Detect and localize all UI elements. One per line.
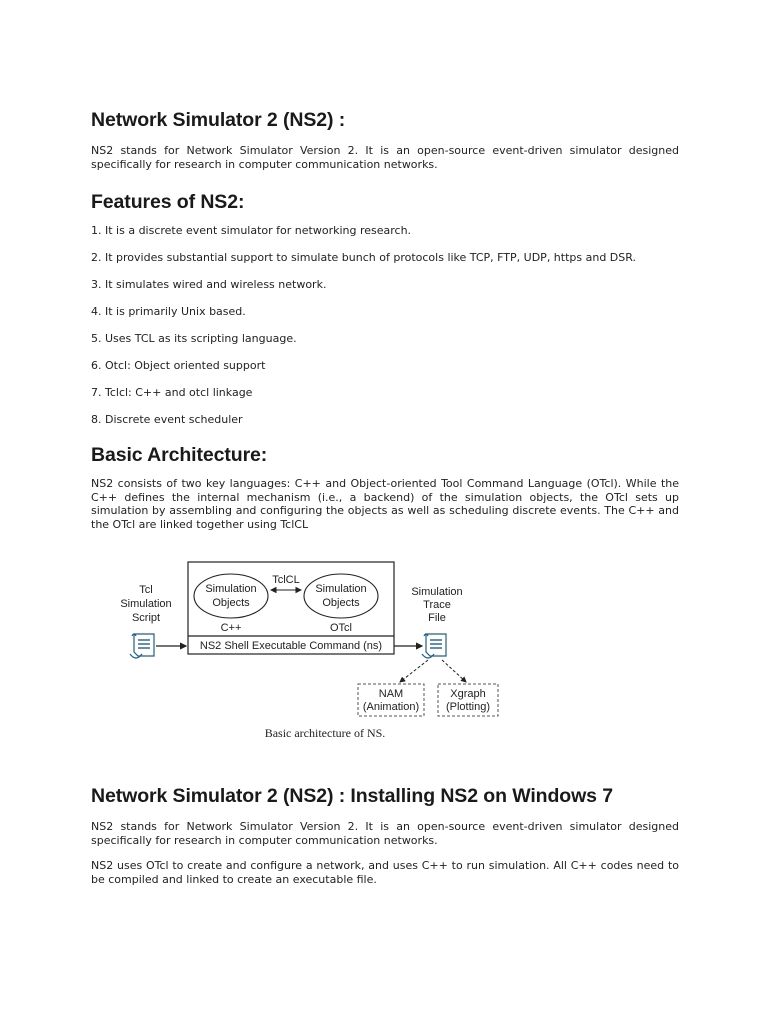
- otcl-label: OTcl: [330, 622, 352, 634]
- xgraph-line2: (Plotting): [445, 701, 491, 713]
- xgraph-line1: Xgraph: [450, 688, 486, 700]
- tcl-script-label-line1: Tcl: [139, 584, 153, 596]
- trace-file-line3: File: [428, 612, 446, 624]
- feature-item: 3. It simulates wired and wireless network.: [91, 278, 327, 291]
- ns2-intro-paragraph: NS2 stands for Network Simulator Version 2. It is an open-source event-driven simulator designed specifically for research in computer communication networks.: [91, 144, 679, 171]
- heading-installing-ns2: Network Simulator 2 (NS2) : Installing NS2 on Windows 7: [91, 785, 613, 807]
- architecture-svg: [110, 556, 510, 746]
- tclcl-label: TclCL: [272, 574, 300, 586]
- feature-item: 6. Otcl: Object oriented support: [91, 359, 266, 372]
- otcl-objects-line1: Simulation: [315, 583, 367, 595]
- ns2-shell-label: NS2 Shell Executable Command (ns): [199, 640, 383, 652]
- ns2-architecture-diagram: [110, 556, 510, 746]
- document-content-lower: [91, 782, 679, 886]
- trace-to-nam-arrow: [400, 660, 428, 682]
- feature-item: 2. It provides substantial support to simulate bunch of protocols like TCP, FTP, UDP, https and DSR.: [91, 251, 637, 264]
- trace-file-line2: Trace: [423, 599, 451, 611]
- features-list: [91, 224, 679, 426]
- heading-features: Features of NS2:: [91, 191, 245, 213]
- feature-item: 4. It is primarily Unix based.: [91, 305, 246, 318]
- architecture-paragraph: NS2 consists of two key languages: C++ and Object-oriented Tool Command Language (OTcl). While the C++ defines the internal mechanism (i.e., a backend) of the simulation objects, the OTcl sets up simulation by assembling and configuring the objects as well as scheduling discrete events. The C++ and the OTcl are linked together using TclCL: [91, 477, 679, 531]
- trace-file-document-icon: [422, 634, 446, 658]
- otcl-objects-line2: Objects: [322, 597, 360, 609]
- cpp-label: C++: [220, 622, 242, 634]
- installing-paragraph-1: NS2 stands for Network Simulator Version 2. It is an open-source event-driven simulator designed specifically for research in computer communication networks.: [91, 820, 679, 847]
- nam-line2: (Animation): [362, 701, 420, 713]
- trace-file-line1: Simulation: [411, 586, 463, 598]
- cpp-objects-line1: Simulation: [205, 583, 257, 595]
- otcl-objects-ellipse: [304, 574, 378, 618]
- installing-paragraph-2: NS2 uses OTcl to create and configure a network, and uses C++ to run simulation. All C++ codes need to be compiled and linked to create an executable file.: [91, 859, 679, 886]
- feature-item: 8. Discrete event scheduler: [91, 413, 243, 426]
- feature-item: 5. Uses TCL as its scripting language.: [91, 332, 297, 345]
- heading-basic-architecture: Basic Architecture:: [91, 444, 268, 466]
- cpp-objects-line2: Objects: [212, 597, 250, 609]
- heading-ns2-intro: Network Simulator 2 (NS2) :: [91, 109, 346, 131]
- document-content: [91, 106, 679, 531]
- tcl-script-document-icon: [130, 634, 154, 658]
- tcl-script-label-line3: Script: [131, 612, 161, 624]
- feature-item: 7. Tclcl: C++ and otcl linkage: [91, 386, 253, 399]
- nam-line1: NAM: [378, 688, 404, 700]
- feature-item: 1. It is a discrete event simulator for networking research.: [91, 224, 412, 237]
- trace-to-xgraph-arrow: [442, 660, 466, 682]
- diagram-caption: Basic architecture of NS.: [264, 726, 386, 740]
- cpp-objects-ellipse: [194, 574, 268, 618]
- tcl-script-label-line2: Simulation: [120, 598, 172, 610]
